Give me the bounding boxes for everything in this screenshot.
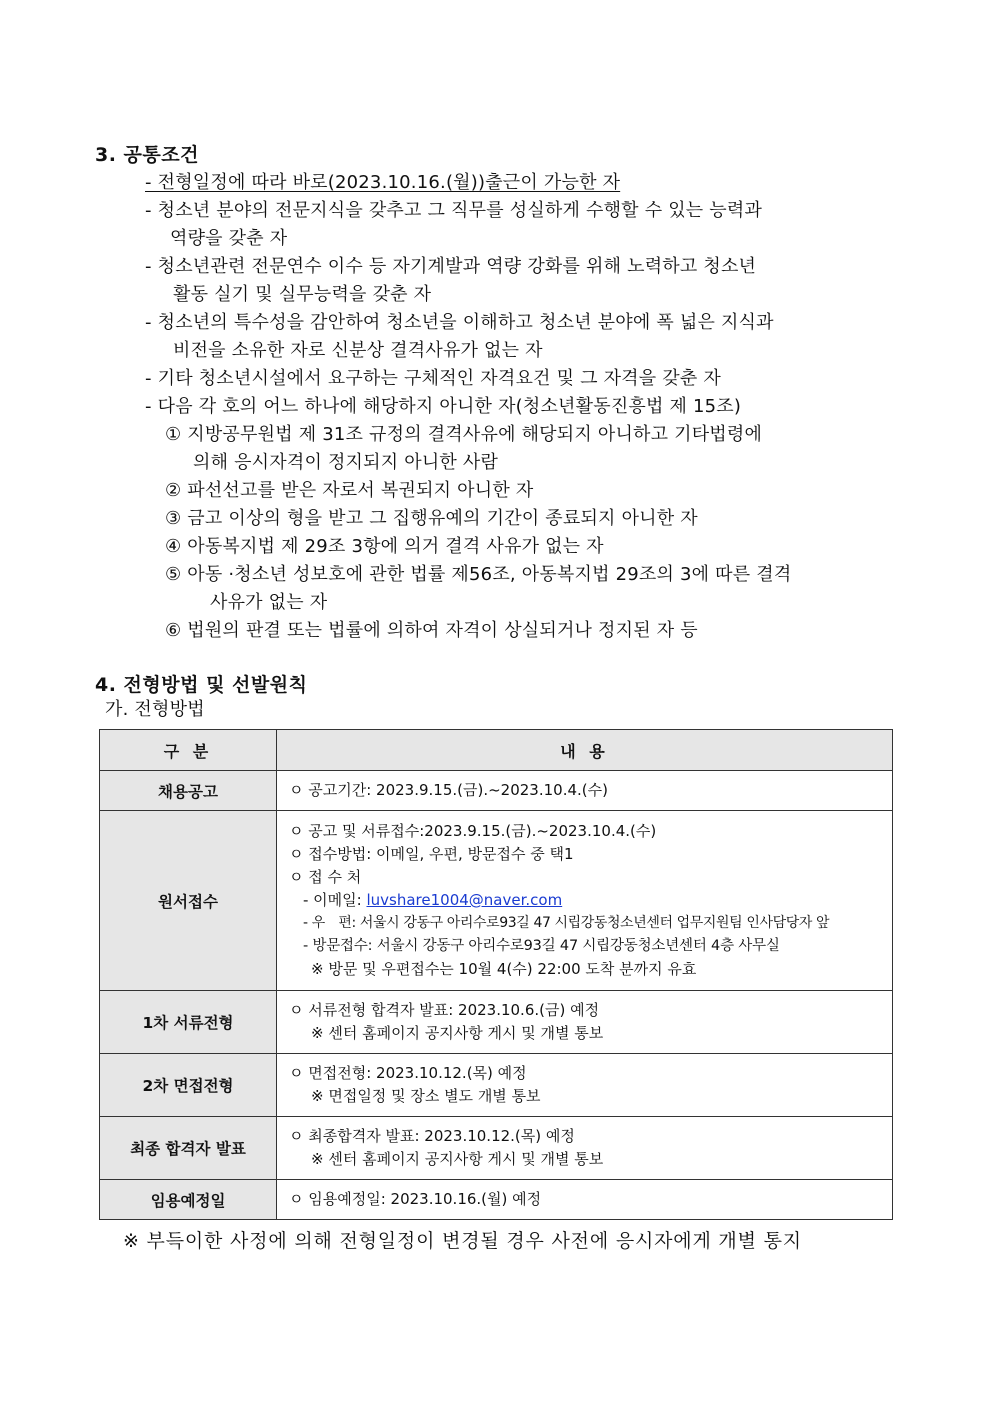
disqualification-item-cont: 의해 응시자격이 정지되지 아니한 사람 xyxy=(193,452,499,473)
email-link[interactable]: luvshare1004@naver.com xyxy=(366,891,563,909)
selection-schedule-table xyxy=(99,729,893,1220)
footnote: ※ 부득이한 사정에 의해 전형일정이 변경될 경우 사전에 응시자에게 개별 통지 xyxy=(123,1230,802,1252)
email-label: - 이메일: xyxy=(303,891,367,909)
condition-item: - 다음 각 호의 어느 하나에 해당하지 아니한 자(청소년활동진흥법 제 15조) xyxy=(145,396,742,417)
disqualification-item-cont: 사유가 없는 자 xyxy=(210,592,328,613)
row-content xyxy=(277,1054,893,1117)
row-category: 1차 서류전형 xyxy=(100,991,277,1054)
condition-item-cont: 비전을 소유한 자로 신분상 결격사유가 없는 자 xyxy=(173,340,543,361)
content-line: ㅇ 임용예정일: 2023.10.16.(월) 예정 xyxy=(289,1190,542,1208)
condition-item-text: - 전형일정에 따라 바로(2023.10.16.(월))출근이 가능한 자 xyxy=(145,172,621,193)
table-row xyxy=(100,1180,893,1220)
disqualification-item: ② 파선선고를 받은 자로서 복권되지 아니한 자 xyxy=(165,480,534,501)
table-header-row xyxy=(100,730,893,771)
condition-item: - 청소년 분야의 전문지식을 갖추고 그 직무를 성실하게 수행할 수 있는 능력과 xyxy=(145,200,763,221)
disqualification-item: ① 지방공무원법 제 31조 규정의 결격사유에 해당되지 아니하고 기타법령에 xyxy=(165,424,763,445)
condition-item-cont: 역량을 갖춘 자 xyxy=(170,228,288,249)
row-category: 임용예정일 xyxy=(100,1180,277,1220)
disqualification-item: ④ 아동복지법 제 29조 3항에 의거 결격 사유가 없는 자 xyxy=(165,536,604,557)
content-note: ※ 센터 홈페이지 공지사항 게시 및 개별 통보 xyxy=(311,1150,604,1168)
condition-item: - 기타 청소년시설에서 요구하는 구체적인 자격요건 및 그 자격을 갖춘 자 xyxy=(145,368,721,389)
content-line: ㅇ 최종합격자 발표: 2023.10.12.(목) 예정 xyxy=(289,1127,575,1145)
row-category: 채용공고 xyxy=(100,771,277,811)
disqualification-item: ③ 금고 이상의 형을 받고 그 집행유예의 기간이 종료되지 아니한 자 xyxy=(165,508,698,529)
condition-item-cont: 활동 실기 및 실무능력을 갖춘 자 xyxy=(173,284,432,305)
content-line: - 우 편: 서울시 강동구 아리수로93길 47 시립강동청소년센터 업무지원팀 인사담당자 앞 xyxy=(303,915,830,931)
row-category: 최종 합격자 발표 xyxy=(100,1117,277,1180)
content-note: ※ 면접일정 및 장소 별도 개별 통보 xyxy=(311,1087,541,1105)
email-line xyxy=(289,889,882,912)
section-3-title: 3. 공통조건 xyxy=(95,144,199,166)
condition-item: - 청소년의 특수성을 감안하여 청소년을 이해하고 청소년 분야에 폭 넓은 지식과 xyxy=(145,312,774,333)
table-row xyxy=(100,771,893,811)
row-category: 원서접수 xyxy=(100,811,277,991)
row-content xyxy=(277,1117,893,1180)
row-content xyxy=(277,811,893,991)
content-line: ㅇ 접 수 처 xyxy=(289,868,362,886)
column-header-content: 내 용 xyxy=(277,730,893,771)
section-4-title: 4. 전형방법 및 선발원칙 xyxy=(95,674,308,696)
section-4-subtitle: 가. 전형방법 xyxy=(105,699,205,720)
disqualification-item: ⑥ 법원의 판결 또는 법률에 의하여 자격이 상실되거나 정지된 자 등 xyxy=(165,620,698,641)
content-line: ㅇ 접수방법: 이메일, 우편, 방문접수 중 택1 xyxy=(289,845,574,863)
disqualification-item: ⑤ 아동 ·청소년 성보호에 관한 법률 제56조, 아동복지법 29조의 3에 따른 결격 xyxy=(165,564,792,585)
content-note: ※ 센터 홈페이지 공지사항 게시 및 개별 통보 xyxy=(311,1024,604,1042)
content-line: - 방문접수: 서울시 강동구 아리수로93길 47 시립강동청소년센터 4층 사무실 xyxy=(303,938,780,954)
table-row xyxy=(100,991,893,1054)
column-header-category: 구 분 xyxy=(100,730,277,771)
condition-item: - 청소년관련 전문연수 이수 등 자기계발과 역량 강화를 위해 노력하고 청소년 xyxy=(145,256,757,277)
table-row xyxy=(100,1054,893,1117)
content-line: ㅇ 공고 및 서류접수:2023.9.15.(금).~2023.10.4.(수) xyxy=(289,822,657,840)
condition-item xyxy=(145,168,620,194)
table-row xyxy=(100,1117,893,1180)
row-content xyxy=(277,771,893,811)
row-category: 2차 면접전형 xyxy=(100,1054,277,1117)
content-line: ㅇ 공고기간: 2023.9.15.(금).~2023.10.4.(수) xyxy=(289,781,608,799)
table-row xyxy=(100,811,893,991)
content-line: ㅇ 면접전형: 2023.10.12.(목) 예정 xyxy=(289,1064,527,1082)
row-content xyxy=(277,1180,893,1220)
content-note: ※ 방문 및 우편접수는 10월 4(수) 22:00 도착 분까지 유효 xyxy=(311,960,697,978)
content-line: ㅇ 서류전형 합격자 발표: 2023.10.6.(금) 예정 xyxy=(289,1001,600,1019)
row-content xyxy=(277,991,893,1054)
